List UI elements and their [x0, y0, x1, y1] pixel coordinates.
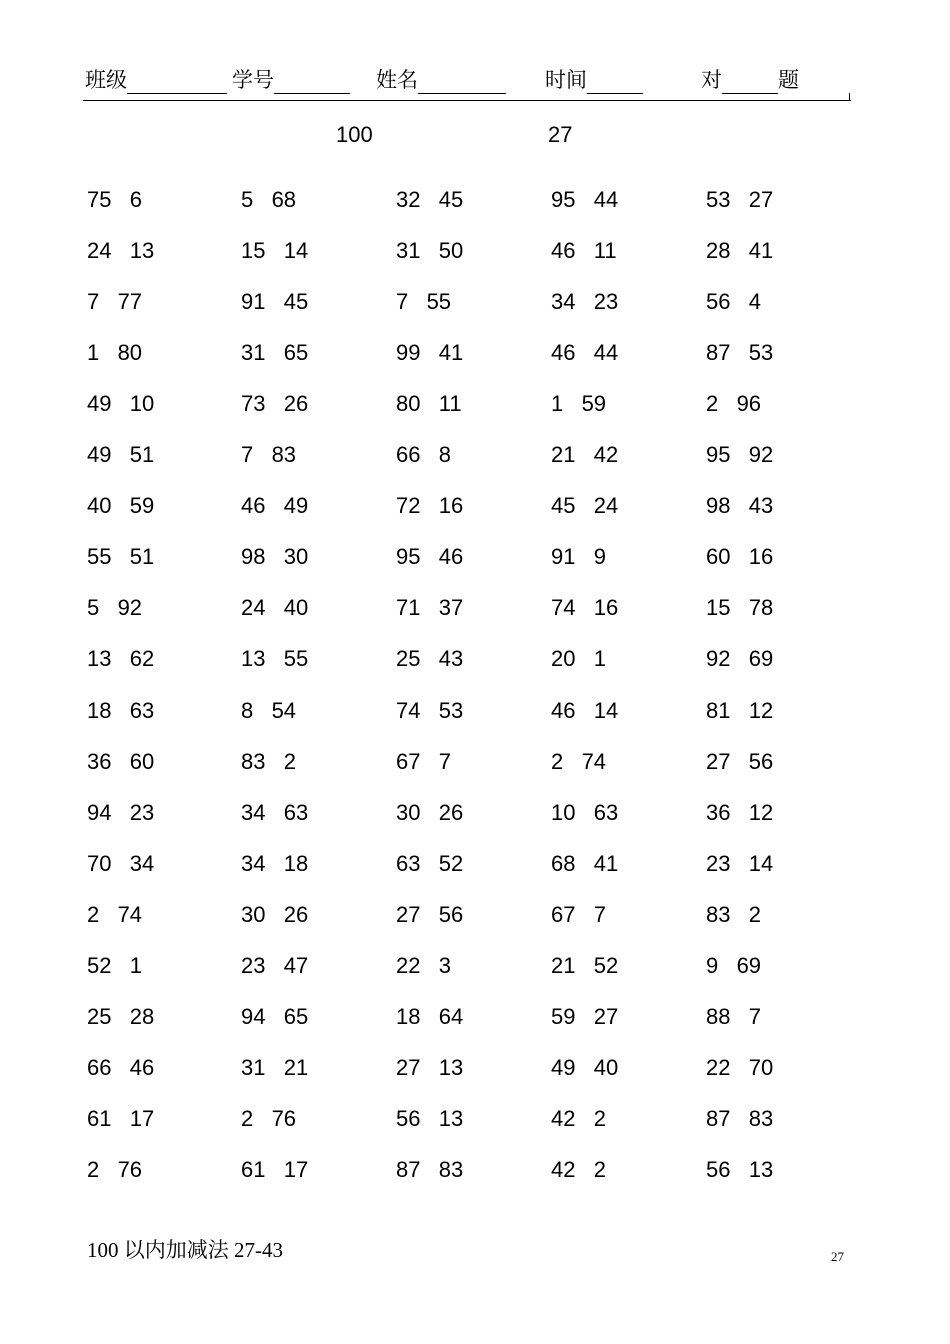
problem-item: 60 16: [706, 544, 774, 569]
problem-item: 55 51: [87, 544, 155, 569]
footer-title: 100 以内加减法 27-43: [87, 1238, 283, 1262]
problem-item: 91 45: [241, 289, 309, 314]
problem-item: 13 62: [87, 646, 155, 671]
problem-item: 30 26: [396, 800, 464, 825]
problem-item: 24 40: [241, 595, 309, 620]
problem-item: 46 11: [551, 238, 617, 263]
problem-item: 56 13: [706, 1157, 774, 1182]
problem-item: 74 53: [396, 698, 464, 723]
worksheet-header: [85, 64, 851, 100]
problem-item: 81 12: [706, 698, 774, 723]
problem-item: 53 27: [706, 187, 774, 212]
problem-item: 2 96: [706, 391, 762, 416]
name-label: 姓名: [376, 68, 418, 92]
problem-item: 31 21: [241, 1055, 309, 1080]
problem-item: 5 92: [87, 595, 143, 620]
time-blank: [587, 71, 643, 94]
problem-item: 99 41: [396, 340, 464, 365]
time-label: 时间: [545, 68, 587, 92]
problem-item: 21 42: [551, 442, 619, 467]
page-number: 27: [831, 1249, 844, 1264]
class-blank: [127, 71, 227, 94]
problem-item: 49 40: [551, 1055, 619, 1080]
problem-item: 98 30: [241, 544, 309, 569]
problem-item: 34 18: [241, 851, 309, 876]
problem-item: 2 76: [87, 1157, 143, 1182]
problem-item: 70 34: [87, 851, 155, 876]
problem-item: 66 46: [87, 1055, 155, 1080]
problem-item: 36 12: [706, 800, 774, 825]
problem-item: 95 46: [396, 544, 464, 569]
problem-item: 61 17: [241, 1157, 309, 1182]
problem-item: 87 83: [706, 1106, 774, 1131]
problem-item: 27 56: [396, 902, 464, 927]
problem-item: 46 44: [551, 340, 619, 365]
header-rule: [83, 100, 851, 101]
problem-item: 87 53: [706, 340, 774, 365]
problem-item: 49 10: [87, 391, 155, 416]
problem-item: 61 17: [87, 1106, 155, 1131]
name-blank: [418, 71, 506, 94]
problem-item: 45 24: [551, 493, 619, 518]
problem-item: 8 54: [241, 698, 297, 723]
problem-item: 2 74: [87, 902, 143, 927]
correct-label: 对: [701, 68, 722, 92]
subtitle-page: 27: [548, 122, 573, 147]
problem-item: 1 80: [87, 340, 143, 365]
questions-label: 题: [778, 68, 799, 92]
problem-item: 98 43: [706, 493, 774, 518]
problem-item: 36 60: [87, 749, 155, 774]
problem-item: 1 59: [551, 391, 607, 416]
problem-item: 74 16: [551, 595, 619, 620]
student-number-blank: [274, 71, 350, 94]
problem-item: 27 56: [706, 749, 774, 774]
correct-count-field: [701, 64, 799, 94]
problem-item: 80 11: [396, 391, 462, 416]
class-label: 班级: [85, 68, 127, 92]
problem-item: 94 23: [87, 800, 155, 825]
problem-item: 7 77: [87, 289, 143, 314]
problem-item: 9 69: [706, 953, 762, 978]
problem-item: 21 52: [551, 953, 619, 978]
problem-item: 27 13: [396, 1055, 464, 1080]
time-field: [545, 64, 643, 94]
problem-item: 83 2: [706, 902, 762, 927]
problem-item: 22 70: [706, 1055, 774, 1080]
problem-item: 28 41: [706, 238, 774, 263]
problem-item: 68 41: [551, 851, 619, 876]
problem-item: 73 26: [241, 391, 309, 416]
subtitle-range: 100: [336, 122, 373, 147]
student-number-label: 学号: [232, 68, 274, 92]
problem-item: 18 63: [87, 698, 155, 723]
problem-item: 67 7: [396, 749, 452, 774]
problem-item: 22 3: [396, 953, 452, 978]
problem-item: 67 7: [551, 902, 607, 927]
problem-item: 95 92: [706, 442, 774, 467]
problem-item: 2 76: [241, 1106, 297, 1131]
problem-item: 46 49: [241, 493, 309, 518]
problem-item: 34 63: [241, 800, 309, 825]
problem-item: 20 1: [551, 646, 607, 671]
problem-item: 10 63: [551, 800, 619, 825]
problem-item: 32 45: [396, 187, 464, 212]
student-number-field: [232, 64, 350, 94]
problem-item: 24 13: [87, 238, 155, 263]
problem-item: 31 50: [396, 238, 464, 263]
problem-item: 52 1: [87, 953, 143, 978]
name-field: [376, 64, 506, 94]
problem-item: 23 14: [706, 851, 774, 876]
problem-item: 13 55: [241, 646, 309, 671]
problem-item: 72 16: [396, 493, 464, 518]
problem-item: 92 69: [706, 646, 774, 671]
problem-item: 18 64: [396, 1004, 464, 1029]
problem-item: 71 37: [396, 595, 464, 620]
problem-item: 31 65: [241, 340, 309, 365]
class-field: [85, 64, 227, 94]
problem-item: 63 52: [396, 851, 464, 876]
problem-item: 25 28: [87, 1004, 155, 1029]
problem-item: 59 27: [551, 1004, 619, 1029]
problem-item: 30 26: [241, 902, 309, 927]
problem-item: 56 4: [706, 289, 762, 314]
problem-item: 23 47: [241, 953, 309, 978]
header-rule-end: [849, 93, 850, 101]
problem-item: 94 65: [241, 1004, 309, 1029]
problem-item: 91 9: [551, 544, 607, 569]
problem-item: 15 14: [241, 238, 309, 263]
problem-item: 42 2: [551, 1157, 607, 1182]
problem-item: 88 7: [706, 1004, 762, 1029]
problem-item: 40 59: [87, 493, 155, 518]
problem-item: 95 44: [551, 187, 619, 212]
problem-item: 15 78: [706, 595, 774, 620]
problem-item: 7 55: [396, 289, 452, 314]
problem-item: 42 2: [551, 1106, 607, 1131]
problem-item: 83 2: [241, 749, 297, 774]
problem-item: 34 23: [551, 289, 619, 314]
problem-item: 25 43: [396, 646, 464, 671]
problem-item: 7 83: [241, 442, 297, 467]
problem-item: 5 68: [241, 187, 297, 212]
problem-item: 75 6: [87, 187, 143, 212]
problem-item: 2 74: [551, 749, 607, 774]
problem-item: 49 51: [87, 442, 155, 467]
problem-item: 66 8: [396, 442, 452, 467]
problem-item: 46 14: [551, 698, 619, 723]
problem-item: 87 83: [396, 1157, 464, 1182]
correct-blank: [722, 71, 778, 94]
problem-item: 56 13: [396, 1106, 464, 1131]
